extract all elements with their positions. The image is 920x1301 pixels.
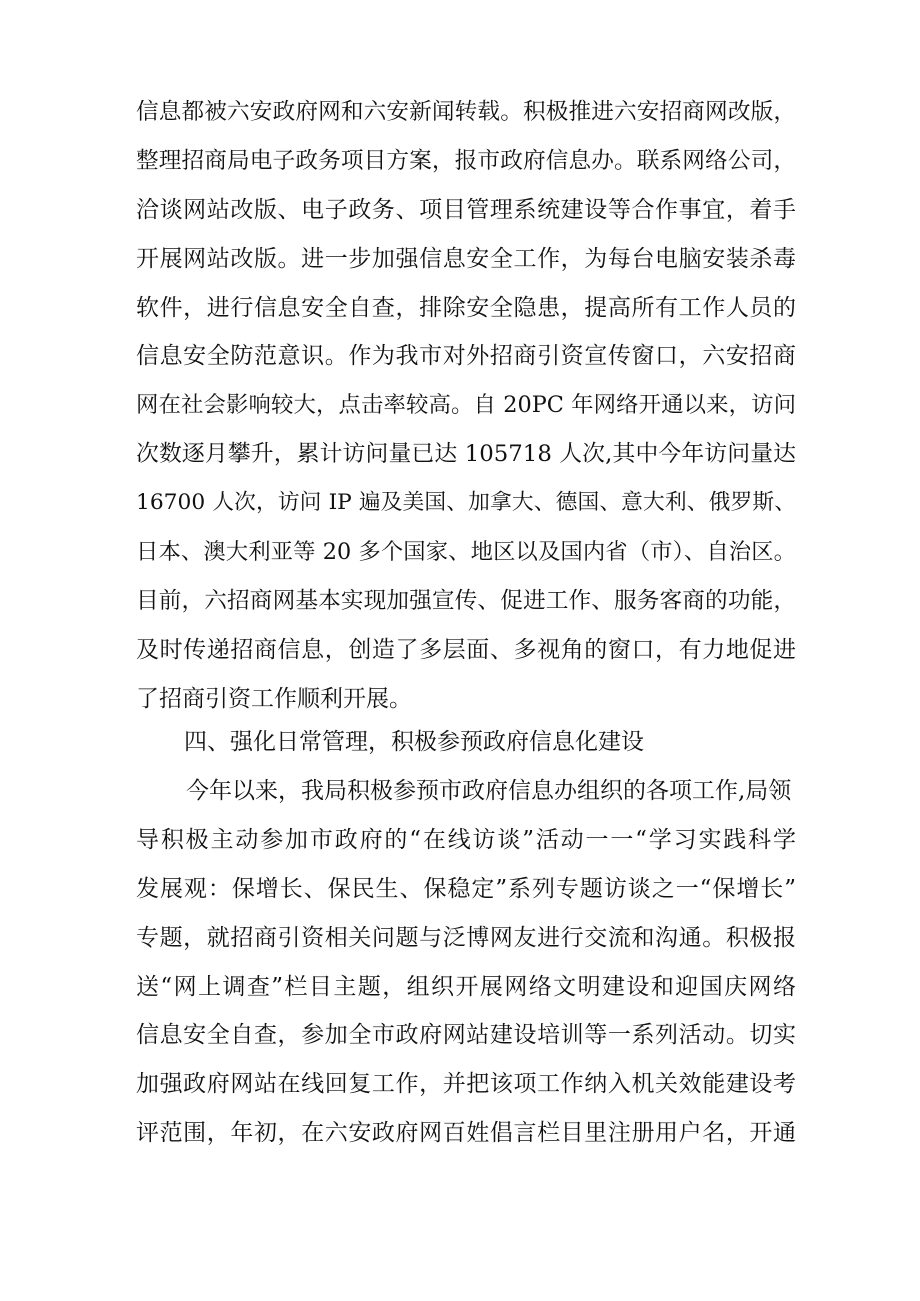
- section-heading: 四、强化日常管理，积极参预政府信息化建设: [184, 729, 644, 755]
- paragraph-website-promotion: [136, 88, 796, 724]
- paragraph-line: 软件，进行信息安全自查，排除安全隐患，提高所有工作人员的: [136, 294, 796, 321]
- paragraph-line: 加强政府网站在线回复工作，并把该项工作纳入机关效能建设考: [136, 1071, 796, 1098]
- paragraph-line: 今年以来，我局积极参预市政府信息办组织的各项工作,局领: [186, 778, 792, 804]
- paragraph-line: 专题，就招商引资相关问题与泛博网友进行交流和沟通。积极报: [136, 924, 796, 951]
- paragraph-line: 整理招商局电子政务项目方案，报市政府信息办。联系网络公司，: [136, 147, 796, 174]
- paragraph-line: 发展观：保增长、保民生、保稳定”系列专题访谈之一“保增长”: [136, 875, 796, 902]
- paragraph-government-informatization: [136, 767, 796, 1158]
- paragraph-line: 送“网上调查”栏目主题，组织开展网络文明建设和迎国庆网络: [136, 973, 796, 1000]
- paragraph-line: 开展网站改版。进一步加强信息安全工作，为每台电脑安装杀毒: [136, 245, 796, 272]
- paragraph-line: 评范围，年初，在六安政府网百姓倡言栏目里注册用户名，开通: [136, 1120, 796, 1147]
- paragraph-line: 了招商引资工作顺利开展。: [136, 685, 412, 712]
- paragraph-line: 网在社会影响较大，点击率较高。自 20PC 年网络开通以来，访问: [136, 392, 796, 419]
- paragraph-line: 及时传递招商信息，创造了多层面、多视角的窗口，有力地促进: [136, 636, 796, 663]
- paragraph-line: 日本、澳大利亚等 20 多个国家、地区以及国内省（市）、自治区。: [136, 539, 796, 566]
- paragraph-line: 信息安全自查，参加全市政府网站建设培训等一系列活动。切实: [136, 1022, 796, 1049]
- paragraph-line: 导积极主动参加市政府的“在线访谈”活动一一“学习实践科学: [136, 826, 796, 853]
- paragraph-line: 目前，六招商网基本实现加强宣传、促进工作、服务客商的功能，: [136, 587, 796, 614]
- paragraph-line: 信息安全防范意识。作为我市对外招商引资宣传窗口，六安招商: [136, 343, 796, 370]
- paragraph-line: 16700 人次，访问 IP 遍及美国、加拿大、德国、意大利、俄罗斯、: [136, 490, 796, 516]
- paragraph-line: 次数逐月攀升，累计访问量已达 105718 人次,其中今年访问量达: [136, 441, 796, 468]
- paragraph-line: 洽谈网站改版、电子政务、项目管理系统建设等合作事宜，着手: [136, 196, 796, 223]
- paragraph-line: 信息都被六安政府网和六安新闻转载。积极推进六安招商网改版，: [136, 99, 796, 125]
